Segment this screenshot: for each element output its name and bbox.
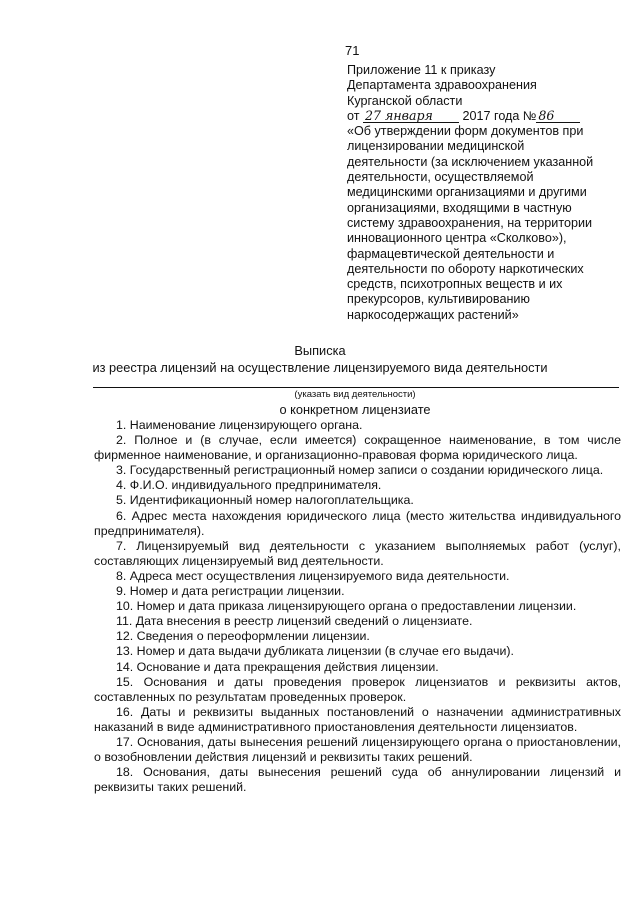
items-list: [94, 418, 621, 795]
order-title-line: наркосодержащих растений»: [347, 307, 519, 322]
order-title-line: деятельности по обороту наркотических: [347, 261, 584, 276]
list-item: 18. Основания, даты вынесения решений суда об аннулировании лицензий и реквизиты таких решений.: [94, 765, 621, 795]
appendix-header: [347, 63, 617, 323]
list-item: 10. Номер и дата приказа лицензирующего органа о предоставлении лицензии.: [116, 599, 577, 614]
order-title-line: фармацевтической деятельности и: [347, 246, 555, 261]
list-item: 1. Наименование лицензирующего органа.: [116, 418, 363, 432]
date-prefix: от: [347, 108, 360, 123]
date-suffix: 2017 года №: [462, 108, 537, 123]
list-item: 13. Номер и дата выдачи дубликата лицензии (в случае его выдачи).: [116, 644, 514, 659]
list-item: 8. Адреса мест осуществления лицензируемого вида деятельности.: [116, 568, 510, 583]
order-title-line: лицензировании медицинской: [347, 139, 525, 154]
order-title-line: прекурсоров, культивированию: [347, 292, 530, 307]
document-subtitle: из реестра лицензий на осуществление лицензируемого вида деятельности: [92, 360, 548, 375]
handwritten-order-number: 86: [536, 109, 580, 123]
list-item: 4. Ф.И.О. индивидуального предпринимателя.: [116, 478, 382, 493]
appendix-line-3: Курганской области: [347, 93, 463, 108]
appendix-line-1: Приложение 11 к приказу: [347, 63, 496, 77]
list-item: 6. Адрес места нахождения юридического лица (место жительства индивидуального предпринимателя).: [94, 508, 621, 538]
list-item: 2. Полное и (в случае, если имеется) сокращенное наименование, в том числе фирменное наименование, и организационно-правовая форма юридического лица.: [94, 433, 621, 463]
appendix-line-2: Департамента здравоохранения: [347, 78, 537, 93]
order-title-line: «Об утверждении форм документов при: [347, 124, 584, 139]
list-item: 7. Лицензируемый вид деятельности с указанием выполняемых работ (услуг), составляющих лицензируемый вид деятельности.: [94, 538, 621, 568]
page-number: 71: [345, 43, 360, 58]
order-title-line: систему здравоохранения, на территории: [347, 215, 593, 230]
order-title-line: медицинскими организациями и другими: [347, 185, 587, 200]
handwritten-date: 27 января: [363, 109, 459, 123]
fill-in-line: [93, 387, 619, 388]
document-title: Выписка: [294, 343, 346, 358]
list-item: 11. Дата внесения в реестр лицензий сведений о лицензиате.: [116, 614, 473, 629]
order-title-line: средств, психотропных веществ и их: [347, 277, 563, 292]
list-item: 9. Номер и дата регистрации лицензии.: [116, 584, 345, 599]
list-item: 17. Основания, даты вынесения решений лицензирующего органа о приостановлении, о возобновлении действия лицензий и реквизиты таких решений.: [94, 734, 621, 765]
list-item: 16. Даты и реквизиты выданных постановлений о назначении административных наказаний в виде административного приостановления деятельности лицензиатов.: [94, 704, 621, 734]
fill-in-hint: (указать вид деятельности): [294, 389, 416, 400]
list-item: 12. Сведения о переоформлении лицензии.: [116, 629, 370, 644]
list-item: 14. Основание и дата прекращения действия лицензии.: [116, 659, 439, 674]
order-date-line: [347, 109, 617, 124]
licensee-heading: о конкретном лицензиате: [279, 402, 431, 417]
list-item: 15. Основания и даты проведения проверок лицензиатов и реквизиты актов, составленных по результатам проведенных проверок.: [94, 674, 621, 704]
list-item: 3. Государственный регистрационный номер записи о создании юридического лица.: [116, 463, 604, 478]
order-title-line: деятельности (за исключением указанной: [347, 154, 594, 169]
order-title-line: инновационного центра «Сколково»),: [347, 231, 567, 246]
order-title-line: организациями, входящими в частную: [347, 200, 572, 215]
order-title-line: деятельности, осуществляемой: [347, 170, 534, 185]
list-item: 5. Идентификационный номер налогоплательщика.: [116, 493, 414, 508]
